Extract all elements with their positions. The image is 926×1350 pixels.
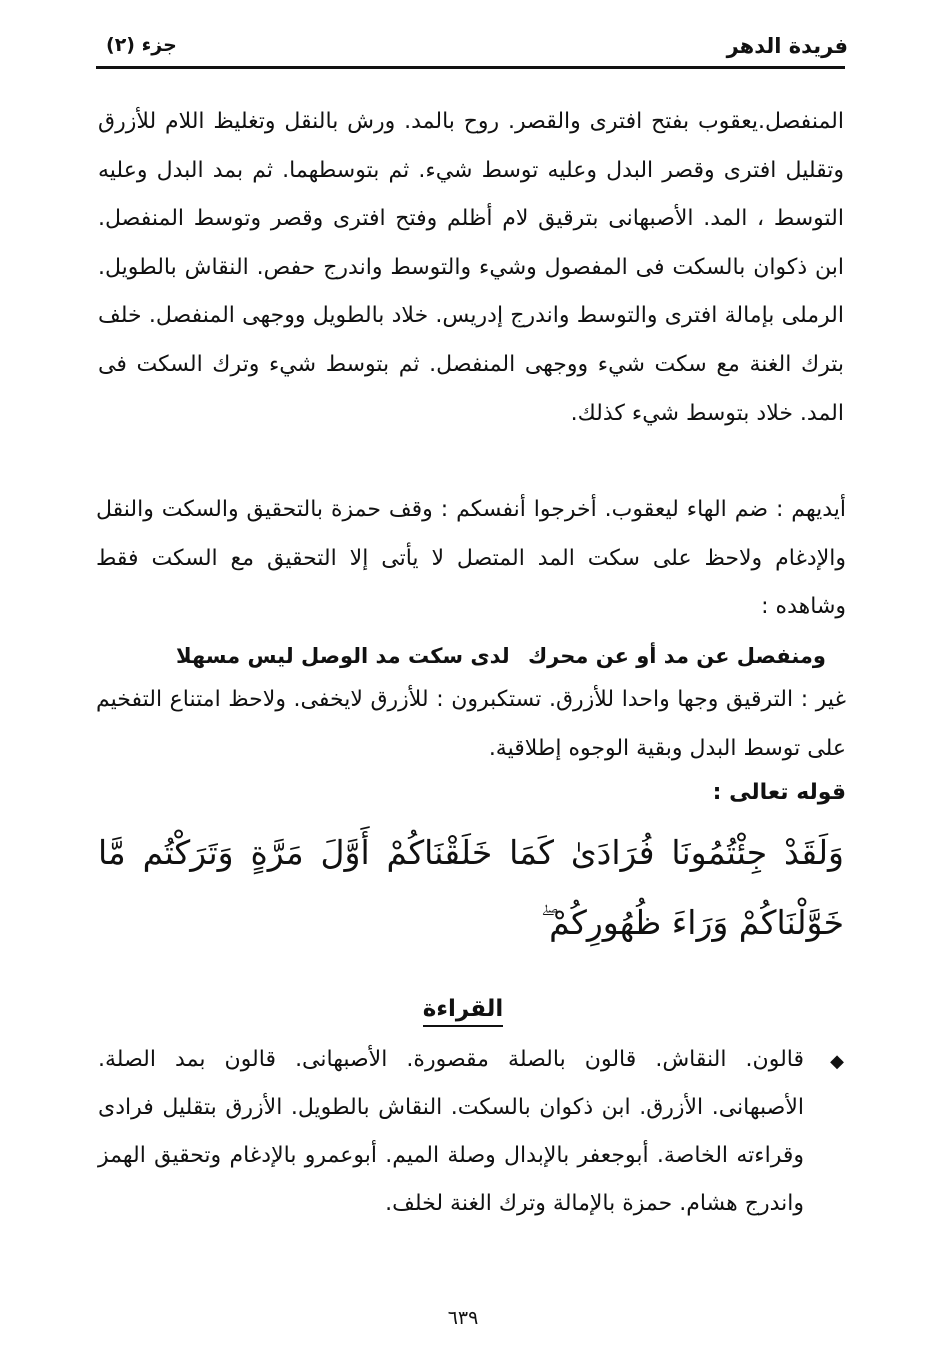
quran-intro-label: قوله تعالى : xyxy=(712,780,846,805)
diamond-bullet-icon: ◆ xyxy=(830,1051,844,1072)
reading-paragraph: قالون. النقاش. قالون بالصلة مقصورة. الأصبهانى. قالون بمد الصلة. الأصبهانى. الأزرق. ابن ذكوان بالسكت. النقاش بالطويل. الأزرق بتقليل فرادى وقراءته الخاصة. أبوجعفر بالإبدال وصلة الميم. أبوعمرو بالإدغام وتحقيق الهمز واندرج هشام. حمزة بالإمالة وترك الغنة لخلف. xyxy=(98,1047,804,1216)
header-rule xyxy=(96,66,845,69)
page-number: ٦٣٩ xyxy=(447,1307,479,1329)
poetry-verse xyxy=(176,636,826,676)
verse-first-hemistich: ومنفصل عن مد أو عن محرك xyxy=(527,644,826,668)
section-heading xyxy=(0,996,926,1022)
paragraph-readings-continued: المنفصل.يعقوب بفتح افترى والقصر. روح بالمد. ورش بالنقل وتغليظ اللام للأزرق وتقليل افترى وقصر البدل وعليه توسط شيء. ثم بتوسطهما. ثم بمد البدل وعليه التوسط ، المد. الأصبهانى بترقيق لام أظلم وفتح افترى وقصر وتوسط المنفصل. ابن ذكوان بالسكت فى المفصول وشيء والتوسط واندرج حفص. النقاش بالطويل. الرملى بإمالة افترى والتوسط واندرج إدريس. خلاد بالطويل ووجهى المنفصل. خلف بترك الغنة مع سكت شيء ووجهى المنفصل. ثم بتوسط شيء وترك السكت فى المد. خلاد بتوسط شيء كذلك. xyxy=(98,109,844,426)
book-title: فريدة الدهر xyxy=(726,34,848,58)
paragraph-aydihim: أيديهم : ضم الهاء ليعقوب. أخرجوا أنفسكم : وقف حمزة بالتحقيق والسكت والنقل والإدغام ولاحظ على سكت المد المتصل لا يأتى إلا التحقيق مع السكت فقط وشاهده : xyxy=(96,497,846,620)
verse-second-hemistich: لدى سكت مد الوصل ليس مسهلا xyxy=(176,644,510,668)
quran-ayah: وَلَقَدْ جِئْتُمُونَا فُرَادَىٰ كَمَا خَلَقْنَاكُمْ أَوَّلَ مَرَّةٍ وَتَرَكْتُم مَّا خَوَّلْنَاكُمْ وَرَاءَ ظُهُورِكُمْ ۖ xyxy=(98,833,844,942)
part-number: جزء (٢) xyxy=(106,34,177,56)
section-heading-text: القراءة xyxy=(423,996,504,1027)
paragraph-ghayr: غير : الترقيق وجها واحدا للأزرق. تستكبرون : للأزرق لايخفى. ولاحظ امتناع التفخيم على توسط البدل وبقية الوجوه إطلاقية. xyxy=(96,687,846,761)
